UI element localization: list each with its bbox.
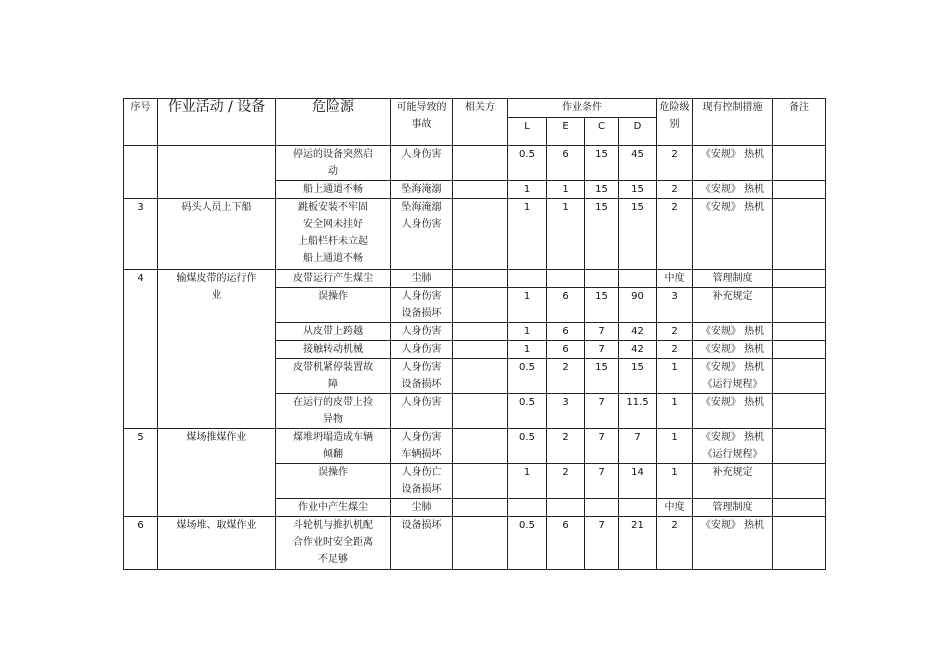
C-cell: 7 (585, 394, 619, 429)
L-cell (508, 499, 547, 517)
header-accident: 可能导致的事故 (391, 99, 453, 146)
party-cell (453, 181, 508, 199)
L-cell: 1 (508, 199, 547, 270)
level-cell: 2 (657, 146, 693, 181)
party-cell (453, 464, 508, 499)
C-cell: 15 (585, 359, 619, 394)
E-cell: 2 (547, 429, 585, 464)
level-cell: 中度 (657, 499, 693, 517)
header-hazard: 危险源 (276, 99, 391, 146)
accident-cell: 设备损坏 (391, 517, 453, 570)
remark-cell (773, 146, 826, 181)
D-cell: 90 (619, 288, 657, 323)
E-cell: 6 (547, 341, 585, 359)
accident-cell: 人身伤害 (391, 394, 453, 429)
accident-cell: 人身伤害 车辆损坏 (391, 429, 453, 464)
accident-cell: 人身伤害 (391, 323, 453, 341)
party-cell (453, 359, 508, 394)
C-cell: 15 (585, 181, 619, 199)
level-cell: 2 (657, 341, 693, 359)
D-cell: 21 (619, 517, 657, 570)
E-cell: 6 (547, 517, 585, 570)
hazard-cell: 从皮带上跨越 (276, 323, 391, 341)
header-party: 相关方 (453, 99, 508, 146)
D-cell: 15 (619, 199, 657, 270)
hazard-cell: 停运的设备突然启 动 (276, 146, 391, 181)
table-row (124, 270, 826, 288)
seq-cell: 6 (124, 517, 158, 570)
hazard-cell: 皮带机紧停装置故 障 (276, 359, 391, 394)
remark-cell (773, 199, 826, 270)
accident-cell: 人身伤害 设备损坏 (391, 288, 453, 323)
header-conditions: 作业条件 (508, 99, 657, 118)
control-cell: 《安规》 热机 (693, 323, 773, 341)
table-row (124, 146, 826, 181)
level-cell: 2 (657, 323, 693, 341)
header-remark: 备注 (773, 99, 826, 146)
table-row (124, 199, 826, 270)
hazard-cell: 接触转动机械 (276, 341, 391, 359)
party-cell (453, 341, 508, 359)
header-seq: 序号 (124, 99, 158, 146)
control-cell: 《安规》 热机 (693, 341, 773, 359)
control-cell: 《安规》 热机 《运行规程》 (693, 359, 773, 394)
accident-cell: 人身伤害 (391, 341, 453, 359)
header-activity: 作业活动 / 设备 (158, 99, 276, 146)
remark-cell (773, 517, 826, 570)
level-cell: 1 (657, 429, 693, 464)
C-cell: 15 (585, 199, 619, 270)
party-cell (453, 146, 508, 181)
remark-cell (773, 181, 826, 199)
level-cell: 3 (657, 288, 693, 323)
hazard-cell: 斗轮机与推扒机配 合作业时安全距离 不足够 (276, 517, 391, 570)
remark-cell (773, 394, 826, 429)
control-cell: 补充规定 (693, 288, 773, 323)
C-cell: 7 (585, 341, 619, 359)
header-C: C (585, 118, 619, 146)
level-cell: 2 (657, 517, 693, 570)
activity-cell (158, 146, 276, 199)
level-cell: 1 (657, 464, 693, 499)
remark-cell (773, 499, 826, 517)
hazard-cell: 船上通道不畅 (276, 181, 391, 199)
L-cell: 1 (508, 288, 547, 323)
D-cell (619, 499, 657, 517)
D-cell: 15 (619, 181, 657, 199)
E-cell: 6 (547, 288, 585, 323)
hazard-cell: 误操作 (276, 464, 391, 499)
control-cell: 《安规》 热机 《运行规程》 (693, 429, 773, 464)
seq-cell (124, 146, 158, 199)
L-cell: 0.5 (508, 394, 547, 429)
party-cell (453, 394, 508, 429)
activity-cell: 煤场堆、取煤作业 (158, 517, 276, 570)
remark-cell (773, 429, 826, 464)
C-cell: 7 (585, 429, 619, 464)
header-L: L (508, 118, 547, 146)
remark-cell (773, 323, 826, 341)
party-cell (453, 517, 508, 570)
party-cell (453, 429, 508, 464)
C-cell (585, 499, 619, 517)
C-cell: 15 (585, 288, 619, 323)
L-cell: 0.5 (508, 517, 547, 570)
hazard-cell: 误操作 (276, 288, 391, 323)
seq-cell: 5 (124, 429, 158, 517)
level-cell: 2 (657, 199, 693, 270)
E-cell (547, 270, 585, 288)
hazard-cell: 跳板安装不牢固 安全网未挂好 上船栏杆未立起 船上通道不畅 (276, 199, 391, 270)
level-cell: 1 (657, 394, 693, 429)
hazard-cell: 作业中产生煤尘 (276, 499, 391, 517)
L-cell: 1 (508, 323, 547, 341)
E-cell (547, 499, 585, 517)
control-cell: 《安规》 热机 (693, 181, 773, 199)
E-cell: 3 (547, 394, 585, 429)
table-row (124, 429, 826, 464)
accident-cell: 人身伤亡 设备损坏 (391, 464, 453, 499)
D-cell: 14 (619, 464, 657, 499)
activity-cell: 煤场推煤作业 (158, 429, 276, 517)
accident-cell: 人身伤害 (391, 146, 453, 181)
hazard-table (123, 98, 826, 570)
accident-cell: 尘肺 (391, 499, 453, 517)
control-cell: 《安规》 热机 (693, 199, 773, 270)
level-cell: 1 (657, 359, 693, 394)
remark-cell (773, 359, 826, 394)
remark-cell (773, 341, 826, 359)
header-control: 现有控制措施 (693, 99, 773, 146)
party-cell (453, 499, 508, 517)
E-cell: 2 (547, 359, 585, 394)
D-cell: 42 (619, 323, 657, 341)
E-cell: 1 (547, 199, 585, 270)
L-cell (508, 270, 547, 288)
header-level: 危险级别 (657, 99, 693, 146)
activity-cell: 输煤皮带的运行作业 (158, 270, 276, 429)
remark-cell (773, 288, 826, 323)
seq-cell: 3 (124, 199, 158, 270)
E-cell: 1 (547, 181, 585, 199)
accident-cell: 人身伤害 设备损坏 (391, 359, 453, 394)
L-cell: 1 (508, 464, 547, 499)
accident-cell: 坠海淹溺 人身伤害 (391, 199, 453, 270)
D-cell: 42 (619, 341, 657, 359)
header-E: E (547, 118, 585, 146)
L-cell: 0.5 (508, 359, 547, 394)
C-cell: 7 (585, 464, 619, 499)
party-cell (453, 323, 508, 341)
hazard-cell: 在运行的皮带上捡 异物 (276, 394, 391, 429)
hazard-cell: 皮带运行产生煤尘 (276, 270, 391, 288)
L-cell: 1 (508, 341, 547, 359)
D-cell (619, 270, 657, 288)
party-cell (453, 199, 508, 270)
C-cell: 7 (585, 517, 619, 570)
level-cell: 2 (657, 181, 693, 199)
accident-cell: 坠海淹溺 (391, 181, 453, 199)
seq-cell: 4 (124, 270, 158, 429)
table-row (124, 517, 826, 570)
control-cell: 《安规》 热机 (693, 394, 773, 429)
L-cell: 0.5 (508, 146, 547, 181)
E-cell: 6 (547, 323, 585, 341)
control-cell: 补充规定 (693, 464, 773, 499)
C-cell: 7 (585, 323, 619, 341)
C-cell: 15 (585, 146, 619, 181)
hazard-cell: 煤堆坍塌造成车辆 倾翻 (276, 429, 391, 464)
party-cell (453, 270, 508, 288)
activity-cell: 码头人员上下船 (158, 199, 276, 270)
header-D: D (619, 118, 657, 146)
E-cell: 6 (547, 146, 585, 181)
D-cell: 7 (619, 429, 657, 464)
remark-cell (773, 464, 826, 499)
party-cell (453, 288, 508, 323)
table-body (124, 146, 826, 570)
accident-cell: 尘肺 (391, 270, 453, 288)
D-cell: 15 (619, 359, 657, 394)
level-cell: 中度 (657, 270, 693, 288)
D-cell: 45 (619, 146, 657, 181)
L-cell: 0.5 (508, 429, 547, 464)
control-cell: 管理制度 (693, 499, 773, 517)
control-cell: 《安规》 热机 (693, 517, 773, 570)
remark-cell (773, 270, 826, 288)
control-cell: 管理制度 (693, 270, 773, 288)
C-cell (585, 270, 619, 288)
L-cell: 1 (508, 181, 547, 199)
D-cell: 11.5 (619, 394, 657, 429)
control-cell: 《安规》 热机 (693, 146, 773, 181)
E-cell: 2 (547, 464, 585, 499)
